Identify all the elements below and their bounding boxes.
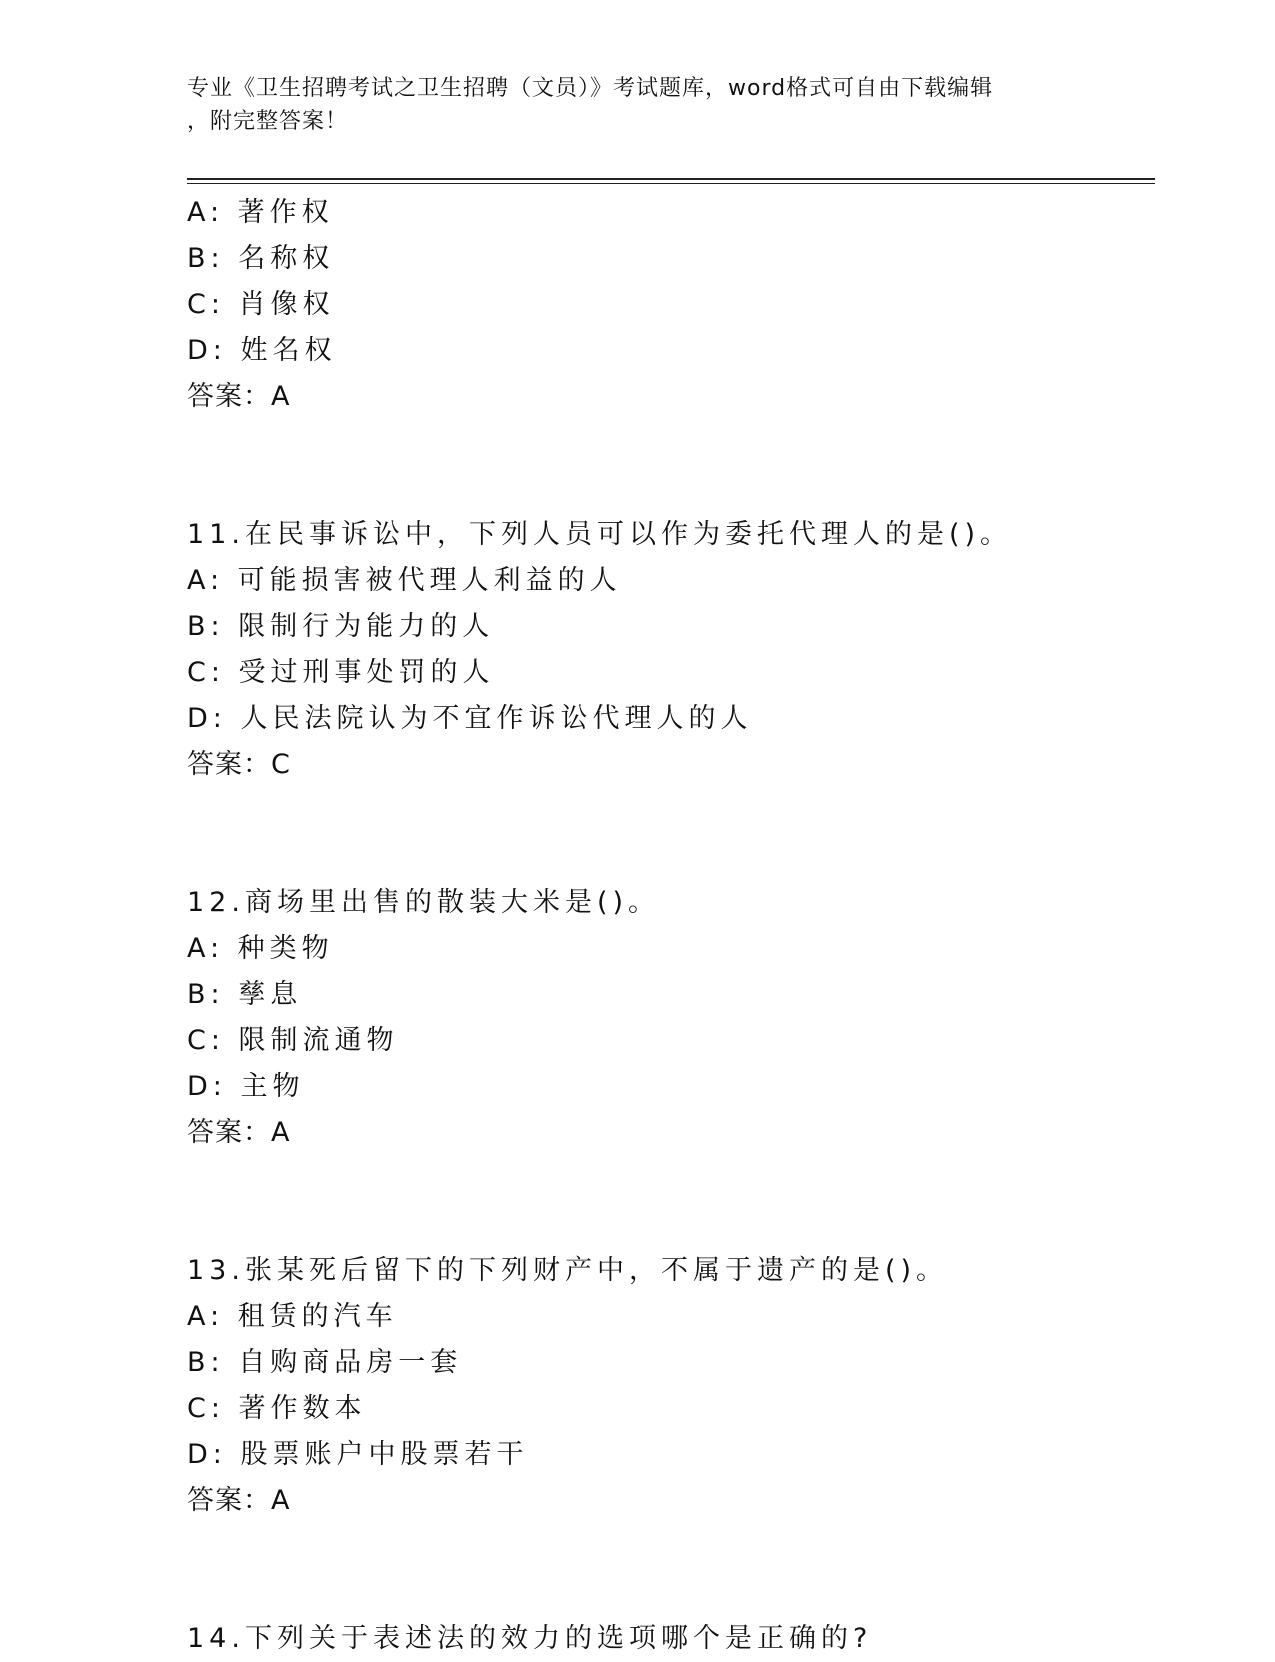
option-d: D: 人民法院认为不宜作诉讼代理人的人 <box>187 703 753 734</box>
question-stem: 13.张某死后留下的下列财产中，不属于遗产的是()。 <box>187 1255 949 1286</box>
option-d: D: 主物 <box>187 1071 305 1102</box>
question-13 <box>187 1248 1147 1524</box>
answer-line: 答案：A <box>187 1117 291 1148</box>
option-c: C: 肖像权 <box>187 289 335 320</box>
question-stem: 11.在民事诉讼中，下列人员可以作为委托代理人的是()。 <box>187 519 1013 550</box>
option-b: B: 自购商品房一套 <box>187 1347 463 1378</box>
spacer <box>187 1524 1147 1616</box>
document-header <box>187 72 1067 138</box>
answer-line: 答案：A <box>187 381 291 412</box>
option-d: D: 股票账户中股票若干 <box>187 1439 529 1470</box>
option-c: C: 著作数本 <box>187 1393 367 1424</box>
question-list <box>187 190 1147 1662</box>
option-c: C: 受过刑事处罚的人 <box>187 657 495 688</box>
question-11 <box>187 512 1147 788</box>
spacer <box>187 420 1147 512</box>
question-stem: 14.下列关于表述法的效力的选项哪个是正确的? <box>187 1623 873 1654</box>
question-14 <box>187 1616 1147 1662</box>
option-a: A: 种类物 <box>187 933 334 964</box>
option-a: A: 著作权 <box>187 197 334 228</box>
header-rule-thin <box>187 183 1155 184</box>
question-stem: 12.商场里出售的散装大米是()。 <box>187 887 661 918</box>
option-c: C: 限制流通物 <box>187 1025 399 1056</box>
header-rule-thick <box>187 178 1155 180</box>
header-title-line-1: 专业《卫生招聘考试之卫生招聘（文员）》考试题库，word格式可自由下载编辑 <box>187 76 994 101</box>
spacer <box>187 788 1147 880</box>
question-12 <box>187 880 1147 1156</box>
header-title-line-2: ，附完整答案！ <box>187 109 349 134</box>
spacer <box>187 1156 1147 1248</box>
option-d: D: 姓名权 <box>187 335 337 366</box>
answer-line: 答案：C <box>187 749 291 780</box>
question-10-continued <box>187 190 1147 420</box>
option-b: B: 限制行为能力的人 <box>187 611 495 642</box>
answer-line: 答案：A <box>187 1485 291 1516</box>
option-a: A: 可能损害被代理人利益的人 <box>187 565 622 596</box>
option-a: A: 租赁的汽车 <box>187 1301 398 1332</box>
option-b: B: 名称权 <box>187 243 335 274</box>
option-b: B: 孳息 <box>187 979 303 1010</box>
